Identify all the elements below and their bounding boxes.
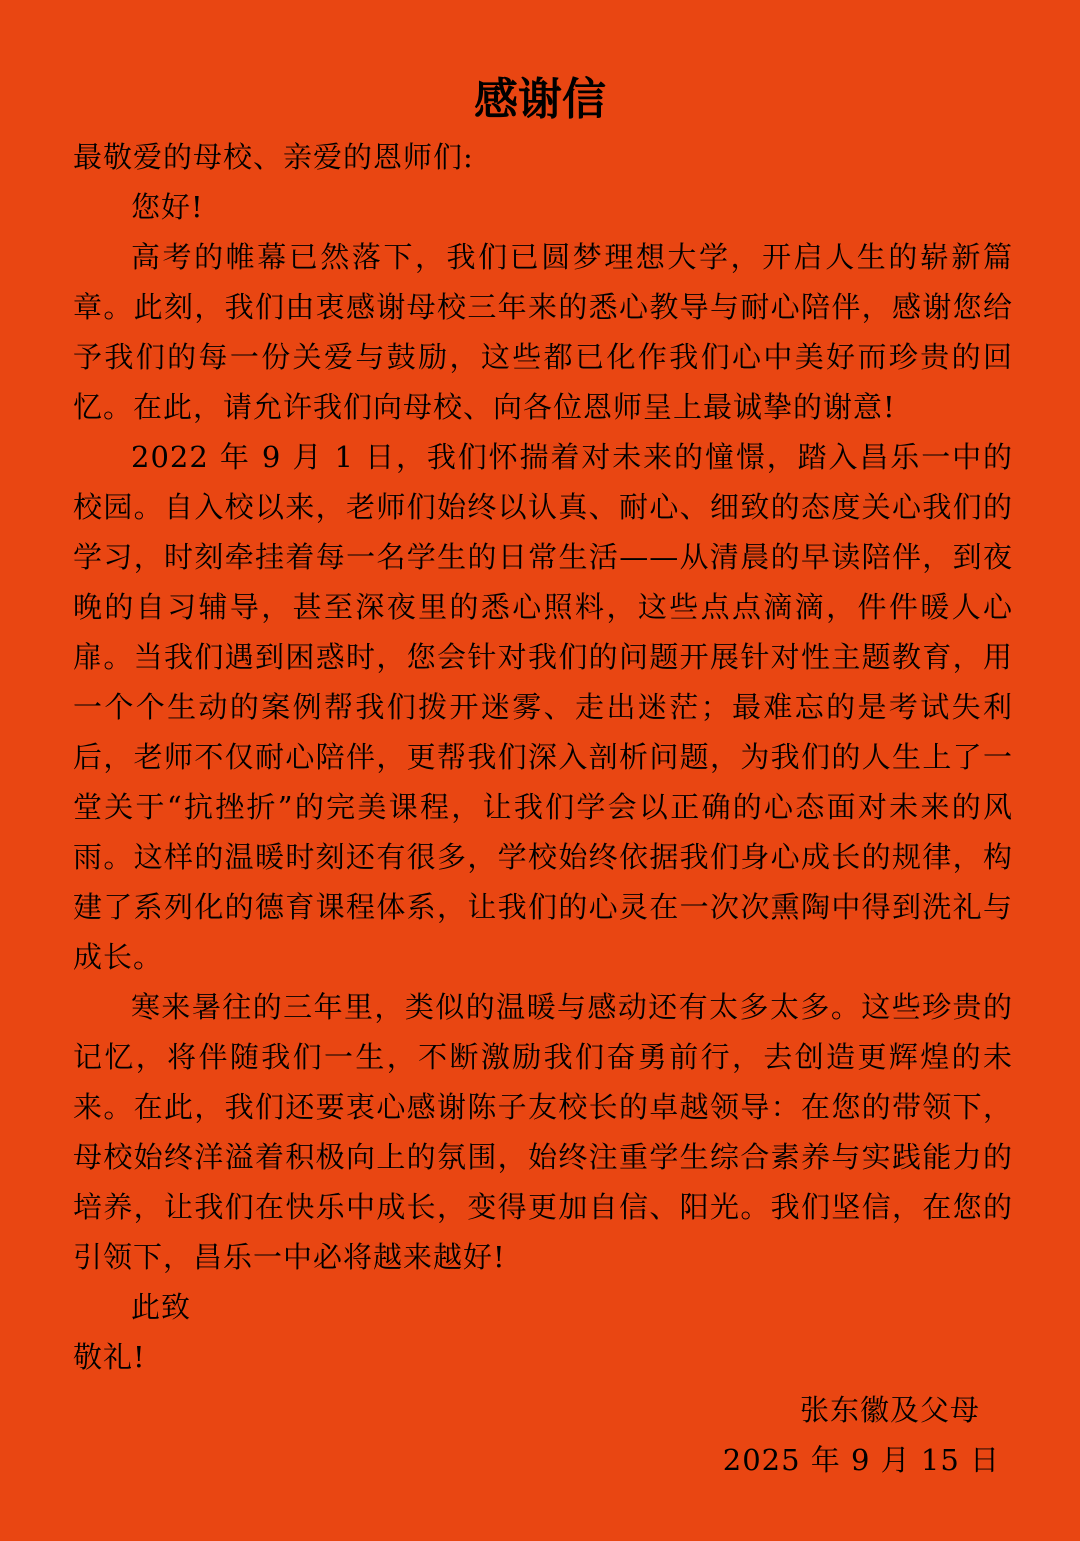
closing-salute: 敬礼!: [73, 1340, 146, 1374]
paragraph-2: 2022 年 9 月 1 日，我们怀揣着对未来的憧憬，踏入昌乐一中的校园。自入校以来，老师们始终以认真、耐心、细致的态度关心我们的学习，时刻牵挂着每一名学生的日常生活——从清晨的早读陪伴，到夜晚的自习辅导，甚至深夜里的悉心照料，这些点点滴滴，件件暖人心扉。当我们遇到困惑时，您会针对我们的问题开展针对性主题教育，用一个个生动的案例帮我们拨开迷雾、走出迷茫；最难忘的是考试失利后，老师不仅耐心陪伴，更帮我们深入剖析问题，为我们的人生上了一堂关于“抗挫折”的完美课程，让我们学会以正确的心态面对未来的风雨。这样的温暖时刻还有很多，学校始终依据我们身心成长的规律，构建了系列化的德育课程体系，让我们的心灵在一次次熏陶中得到洗礼与成长。: [73, 440, 1013, 974]
paragraph-1: 高考的帷幕已然落下，我们已圆梦理想大学，开启人生的崭新篇章。此刻，我们由衷感谢母校三年来的悉心教导与耐心陪伴，感谢您给予我们的每一份关爱与鼓励，这些都已化作我们心中美好而珍贵的回忆。在此，请允许我们向母校、向各位恩师呈上最诚挚的谢意!: [73, 240, 1013, 424]
letter-title: 感谢信: [474, 74, 606, 125]
paragraph-3: 寒来暑往的三年里，类似的温暖与感动还有太多太多。这些珍贵的记忆，将伴随我们一生，不断激励我们奋勇前行，去创造更辉煌的未来。在此，我们还要衷心感谢陈子友校长的卓越领导：在您的带领下，母校始终洋溢着积极向上的氛围，始终注重学生综合素养与实践能力的培养，让我们在快乐中成长，变得更加自信、阳光。我们坚信，在您的引领下，昌乐一中必将越来越好!: [73, 990, 1013, 1274]
salutation: 最敬爱的母校、亲爱的恩师们:: [73, 140, 474, 174]
greeting: 您好!: [131, 190, 204, 224]
signature: 张东徽及父母: [799, 1393, 980, 1427]
letter-date: 2025 年 9 月 15 日: [722, 1443, 1000, 1477]
letter-body: [73, 132, 1013, 1382]
closing-regards: 此致: [131, 1290, 192, 1324]
